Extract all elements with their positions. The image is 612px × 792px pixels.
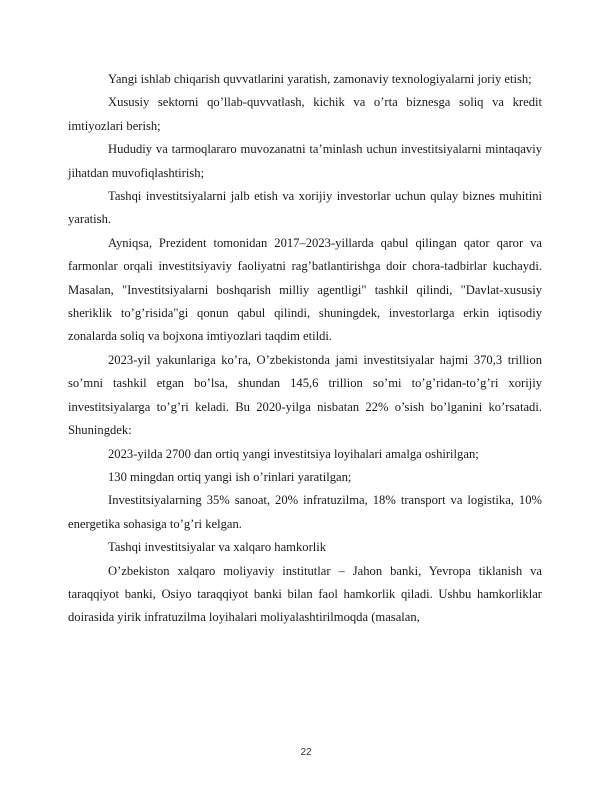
paragraph-private-sector: Xususiy sektorni qo’llab-quvvatlash, kichik va o’rta biznesga soliq va kredit imtiyozlari berish;	[68, 95, 542, 133]
document-body	[68, 68, 542, 630]
paragraph-new-capacities: Yangi ishlab chiqarish quvvatlarini yaratish, zamonaviy texnologiyalarni joriy etish;	[108, 72, 532, 86]
paragraph-international-institutions: O’zbekiston xalqaro moliyaviy institutlar – Jahon banki, Yevropa tiklanish va taraqqiyot banki, Osiyo taraqqiyot banki bilan faol hamkorlik qiladi. Ushbu hamkorliklar doirasida yirik infratuzilma loyihalari moliyalashtirilmoqda (masalan,	[68, 563, 542, 625]
paragraph-foreign-investment: Tashqi investitsiyalarni jalb etish va xorijiy investorlar uchun qulay biznes muhitini yaratish.	[68, 189, 542, 227]
paragraph-regional-balance: Hududiy va tarmoqlararo muvozanatni ta’minlash uchun investitsiyalarni mintaqaviy jihatdan muvofiqlashtirish;	[68, 142, 542, 180]
paragraph-presidential-decrees: Ayniqsa, Prezident tomonidan 2017–2023-yillarda qabul qilingan qator qaror va farmonlar orqali investitsiyaviy faoliyatni rag’batlantirishga doir chora-tadbirlar kuchaydi. Masalan, "Investitsiyalarni boshqarish milliy agentligi" tashkil qilindi, "Davlat-xususiy sheriklik to’g’risida"gi qonun qabul qilindi, shuningdek, investorlarga erkin iqtisodiy zonalarda soliq va bojxona imtiyozlari taqdim etildi.	[68, 235, 542, 344]
page-number: 22	[300, 747, 312, 758]
paragraph-projects-2023: 2023-yilda 2700 dan ortiq yangi investitsiya loyihalari amalga oshirilgan;	[108, 446, 479, 461]
paragraph-investment-structure: Investitsiyalarning 35% sanoat, 20% infratuzilma, 18% transport va logistika, 10% energetika sohasiga to’g’ri kelgan.	[68, 493, 542, 531]
paragraph-new-jobs: 130 mingdan ortiq yangi ish o’rinlari yaratilgan;	[108, 469, 352, 484]
section-heading-foreign-cooperation: Tashqi investitsiyalar va xalqaro hamkorlik	[108, 540, 327, 555]
paragraph-2023-results: 2023-yil yakunlariga ko’ra, O’zbekistonda jami investitsiyalar hajmi 370,3 trillion so’mni tashkil etgan bo’lsa, shundan 145,6 trillion so’mi to’g’ridan-to’g’ri xorijiy investitsiyalarga to’g’ri keladi. Bu 2020-yilga nisbatan 22% o’sish bo’lganini ko’rsatadi. Shuningdek:	[68, 352, 542, 438]
